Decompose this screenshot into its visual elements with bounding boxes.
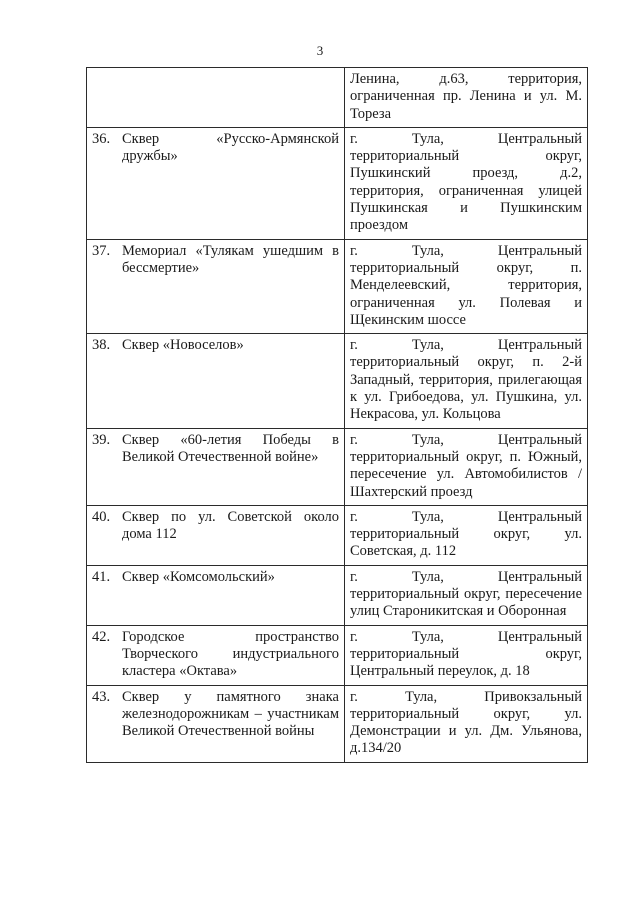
name-cell xyxy=(87,565,345,625)
object-name: Сквер «Комсомольский» xyxy=(122,568,275,585)
address-cell: г. Тула, Центральный территориальный округ, п. Южный, пересечение ул. Автомобилистов / Шахтерский проезд xyxy=(345,428,588,505)
table-row xyxy=(87,428,588,505)
objects-table xyxy=(86,67,588,763)
object-name: Сквер «60-летия Победы в Великой Отечественной войне» xyxy=(122,431,339,465)
object-name: Городское пространство Творческого индустриального кластера «Октава» xyxy=(122,628,339,680)
object-name: Сквер по ул. Советской около дома 112 xyxy=(122,508,339,543)
address-cell: г. Тула, Центральный территориальный округ, пересечение улиц Староникитская и Оборонная xyxy=(345,565,588,625)
object-name: Сквер «Русско-Армянской дружбы» xyxy=(122,130,339,165)
row-number: 36. xyxy=(92,130,111,147)
object-name: Сквер «Новоселов» xyxy=(122,337,244,354)
table-row xyxy=(87,68,588,128)
address-cell: г. Тула, Центральный территориальный округ, Пушкинский проезд, д.2, территория, ограниченная улицей Пушкинская и Пушкинским проездом xyxy=(345,127,588,239)
address-cell: г. Тула, Центральный территориальный округ, п. Менделеевский, территория, ограниченная ул. Полевая и Щекинским шоссе xyxy=(345,239,588,333)
name-cell xyxy=(87,625,345,685)
table-row xyxy=(87,127,588,239)
name-cell xyxy=(87,239,345,333)
table-row xyxy=(87,685,588,762)
object-name: Сквер у памятного знака железнодорожникам – участникам Великой Отечественной войны xyxy=(122,688,339,740)
name-cell xyxy=(87,68,345,128)
address-cell: г. Тула, Центральный территориальный округ, п. 2-й Западный, территория, прилегающая к ул. Грибоедова, ул. Пушкина, ул. Некрасова, ул. Кольцова xyxy=(345,334,588,428)
address-cell: г. Тула, Центральный территориальный округ, Центральный переулок, д. 18 xyxy=(345,625,588,685)
name-cell xyxy=(87,505,345,565)
object-name: Мемориал «Тулякам ушедшим в бессмертие» xyxy=(122,242,339,276)
table-row xyxy=(87,565,588,625)
row-number: 43. xyxy=(92,688,111,705)
address-cell: г. Тула, Центральный территориальный округ, ул. Советская, д. 112 xyxy=(345,505,588,565)
name-cell xyxy=(87,685,345,762)
address-cell: г. Тула, Привокзальный территориальный округ, ул. Демонстрации и ул. Дм. Ульянова, д.134/20 xyxy=(345,685,588,762)
row-number: 37. xyxy=(92,242,111,259)
row-number: 39. xyxy=(92,431,111,448)
row-number: 38. xyxy=(92,337,111,354)
row-number: 41. xyxy=(92,568,111,585)
table-row xyxy=(87,334,588,428)
row-number: 40. xyxy=(92,508,111,525)
address-cell: Ленина, д.63, территория, ограниченная пр. Ленина и ул. М. Тореза xyxy=(345,68,588,128)
table-row xyxy=(87,625,588,685)
name-cell xyxy=(87,127,345,239)
table-row xyxy=(87,505,588,565)
name-cell xyxy=(87,428,345,505)
page-number: 3 xyxy=(316,43,324,58)
row-number: 42. xyxy=(92,628,111,645)
name-cell xyxy=(87,334,345,428)
table-row xyxy=(87,239,588,333)
